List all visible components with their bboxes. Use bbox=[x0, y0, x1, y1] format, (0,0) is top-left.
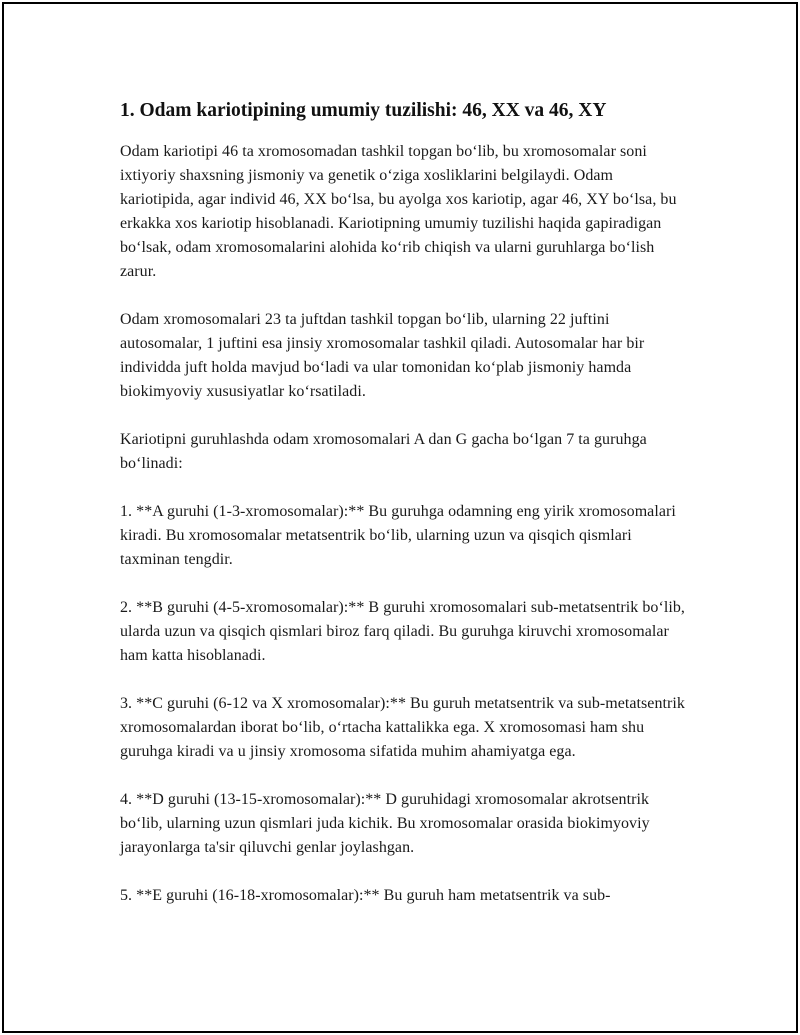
list-item-group-c: 3. **C guruhi (6-12 va X xromosomalar):** Bu guruh metatsentrik va sub-metatsentrik xromosomalardan iborat boʻlib, oʻrtacha kattalikka ega. X xromosomasi ham shu guruhga kiradi va u jinsiy xromosoma sifatida muhim ahamiyatga ega. bbox=[120, 695, 685, 760]
document-page bbox=[2, 2, 798, 1033]
document-heading: 1. Odam kariotipining umumiy tuzilishi: 46, XX va 46, XY bbox=[120, 100, 607, 121]
paragraph-intro: Odam kariotipi 46 ta xromosomadan tashkil topgan boʻlib, bu xromosomalar soni ixtiyoriy shaxsning jismoniy va genetik oʻziga xosliklarini belgilaydi. Odam kariotipida, agar individ 46, XX boʻlsa, bu ayolga xos kariotip, agar 46, XY boʻlsa, bu erkakka xos kariotip hisoblanadi. Kariotipning umumiy tuzilishi haqida gapiradigan boʻlsak, odam xromosomalarini alohida koʻrib chiqish va ularni guruhlarga boʻlish zarur. bbox=[120, 143, 677, 280]
list-item-group-b: 2. **B guruhi (4-5-xromosomalar):** B guruhi xromosomalari sub-metatsentrik boʻlib, ularda uzun va qisqich qismlari biroz farq qiladi. Bu guruhga kiruvchi xromosomalar ham katta hisoblanadi. bbox=[120, 599, 685, 664]
paragraph-groups-intro: Kariotipni guruhlashda odam xromosomalari A dan G gacha boʻlgan 7 ta guruhga boʻlinadi: bbox=[120, 431, 647, 472]
paragraph-autosomes: Odam xromosomalari 23 ta juftdan tashkil topgan boʻlib, ularning 22 juftini autosomalar, 1 juftini esa jinsiy xromosomalar tashkil qiladi. Autosomalar har bir individda juft holda mavjud boʻladi va ular tomonidan koʻplab jismoniy hamda biokimyoviy xususiyatlar koʻrsatiladi. bbox=[120, 311, 645, 400]
list-item-group-a: 1. **A guruhi (1-3-xromosomalar):** Bu guruhga odamning eng yirik xromosomalari kiradi. Bu xromosomalar metatsentrik boʻlib, ularning uzun va qisqich qismlari taxminan tengdir. bbox=[120, 503, 676, 568]
list-item-group-d: 4. **D guruhi (13-15-xromosomalar):** D guruhidagi xromosomalar akrotsentrik boʻlib, ularning uzun qismlari juda kichik. Bu xromosomalar orasida biokimyoviy jarayonlarga ta'sir qiluvchi genlar joylashgan. bbox=[120, 791, 650, 856]
document-body bbox=[120, 97, 690, 932]
list-item-group-e: 5. **E guruhi (16-18-xromosomalar):** Bu guruh ham metatsentrik va sub- bbox=[120, 887, 611, 904]
